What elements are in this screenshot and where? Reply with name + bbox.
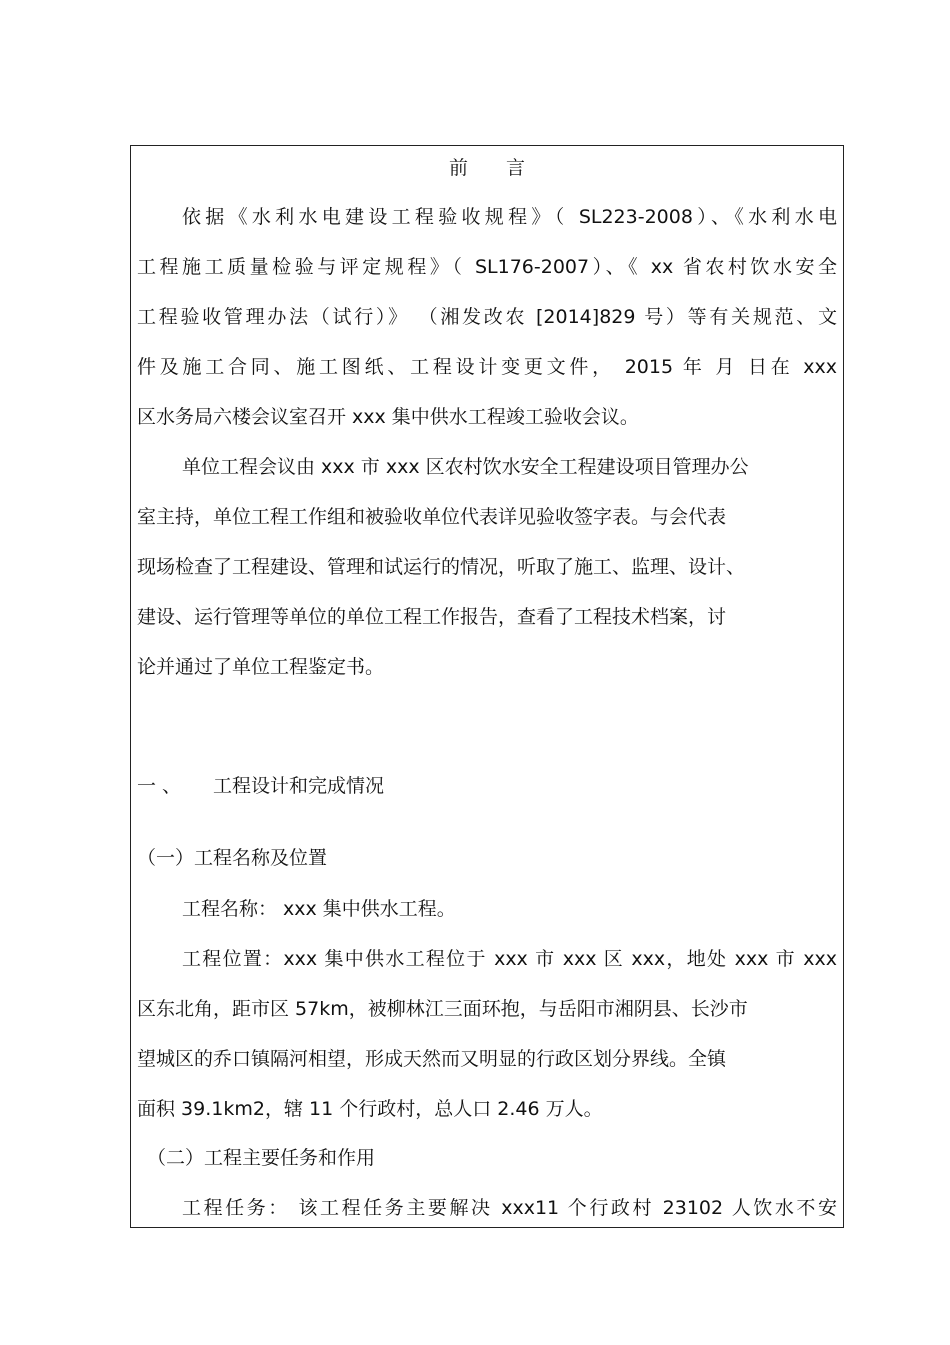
preface-p2-line-3: 现场检查了工程建设、管理和试运行的情况，听取了施工、监理、设计、 [137,556,746,578]
section-title: 工程设计和完成情况 [213,775,385,797]
preface-p2-line-4: 建设、运行管理等单位的单位工程工作报告，查看了工程技术档案，讨 [137,606,727,628]
project-task-line: 工程任务： 该工程任务主要解决 xxx11 个行政村 23102 人饮水不安 [182,1197,837,1219]
preface-p1-line-4: 件及施工合同、施工图纸、工程设计变更文件， 2015 年 月 日在 xxx [137,356,837,378]
subsection-heading-2: （二）工程主要任务和作用 [147,1147,376,1169]
subsection-heading-1: （一）工程名称及位置 [137,847,328,869]
project-location-line-4: 面积 39.1km2，辖 11 个行政村，总人口 2.46 万人。 [137,1098,603,1120]
preface-p2-line-1: 单位工程会议由 xxx 市 xxx 区农村饮水安全工程建设项目管理办公 [182,456,749,478]
project-location-line-3: 望城区的乔口镇隔河相望，形成天然而又明显的行政区划分界线。全镇 [137,1048,727,1070]
section-heading-1 [137,773,837,799]
project-name-line: 工程名称： xxx 集中供水工程。 [182,898,456,920]
preface-p1-line-2: 工程施工质量检验与评定规程》（ SL176-2007）、《 xx 省农村饮水安全 [137,256,837,278]
preface-p2-line-5: 论并通过了单位工程鉴定书。 [137,656,385,678]
project-location-line-2: 区东北角，距市区 57km，被柳林江三面环抱，与岳阳市湘阴县、长沙市 [137,998,748,1020]
project-location-line-1: 工程位置：xxx 集中供水工程位于 xxx 市 xxx 区 xxx，地处 xxx 市 xxx [182,948,837,970]
page-title: 前 言 [448,157,542,179]
preface-p2-line-2: 室主持，单位工程工作组和被验收单位代表详见验收签字表。与会代表 [137,506,727,528]
section-number: 一 、 [137,775,182,797]
preface-p1-line-1: 依据《水利水电建设工程验收规程》（ SL223-2008）、《水利水电 [182,206,837,228]
preface-p1-line-3: 工程验收管理办法（试行）》 （湘发改农 [2014]829 号）等有关规范、文 [137,306,837,328]
preface-p1-line-5: 区水务局六楼会议室召开 xxx 集中供水工程竣工验收会议。 [137,406,639,428]
